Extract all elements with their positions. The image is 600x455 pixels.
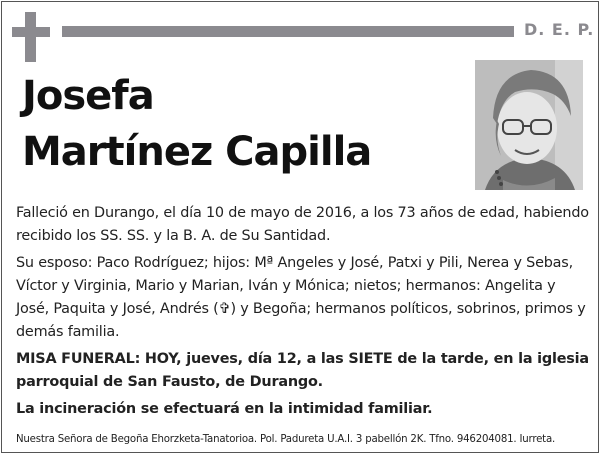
funeral-mass-notice: MISA FUNERAL: HOY, jueves, día 12, a las SIETE de la tarde, en la iglesia parroquial de San Fausto, de Durango. xyxy=(16,351,589,390)
cremation-notice: La incineración se efectuará en la intimidad familiar. xyxy=(16,401,433,417)
header-divider xyxy=(62,26,514,37)
dep-label: D. E. P. xyxy=(524,20,595,39)
surnames: Martínez Capilla xyxy=(22,129,372,175)
deceased-cross-icon: ✞ xyxy=(218,301,231,317)
deceased-name xyxy=(22,68,371,180)
obituary-text xyxy=(16,202,590,425)
latin-cross-icon xyxy=(12,12,52,62)
family-list: Su esposo: Paco Rodríguez; hijos: Mª Angeles y José, Patxi y Pili, Nerea y Sebas, Víctor y Virginia, Mario y Marian, Iván y Mónica; nietos; hermanos: Angelita y José, Paquita y José, Andrés (✞) y Begoña; hermanos políticos, sobrinos, primos y demás familia. xyxy=(16,255,586,340)
funeral-home-footer: Nuestra Señora de Begoña Ehorzketa-Tanatorioa. Pol. Padureta U.A.I. 3 pabellón 2K. Tfno. 946204081. Iurreta. xyxy=(16,434,556,445)
obituary-notice xyxy=(1,1,599,453)
first-name: Josefa xyxy=(22,73,154,119)
deceased-photo xyxy=(475,60,583,190)
death-details: Falleció en Durango, el día 10 de mayo de 2016, a los 73 años de edad, habiendo recibido los SS. SS. y la B. A. de Su Santidad. xyxy=(16,205,589,244)
